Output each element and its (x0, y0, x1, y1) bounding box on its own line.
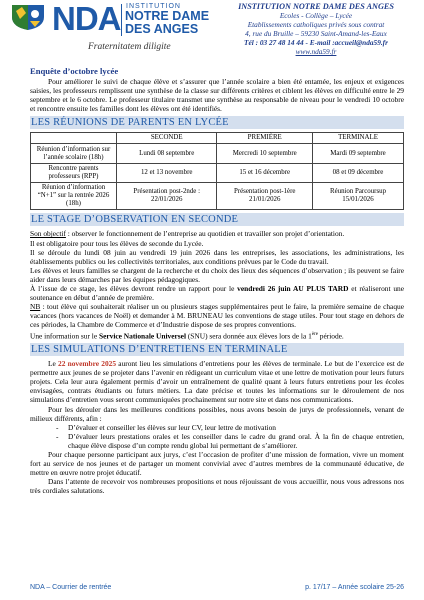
reunions-section-header (30, 116, 404, 129)
footer-page-number: p. 17/17 – Année scolaire 25-26 (305, 584, 404, 591)
snu-text: Une information sur le (30, 330, 99, 340)
report-deadline: vendredi 26 juin AU PLUS TARD (237, 284, 349, 294)
stage-nb (30, 302, 404, 329)
snu-sup: ère (311, 331, 318, 337)
contact-block (216, 2, 416, 57)
stage-objective (30, 229, 404, 238)
simulations-closing: Dans l’attente de recevoir vos nombreuses propositions et nous réjouissant de vous accueillir, nous vous adressons nos très cordiales salutations. (30, 477, 404, 496)
contact-website-link[interactable]: www.nda59.fr (295, 47, 337, 57)
intro-text-rest: auront lieu les simulations d’entretiens pour les élèves de terminale. Le but de l’exercice est de permettre aux jeunes de se projeter dans l’avenir en rédigeant un curriculum vitae et une lettre de motivation pour leurs futurs projets. Cela leur aura également permis d’avoir un entraînement de qualité quant à leurs futurs entretiens pour les écoles envisagées, contrats étudiants ou futurs métiers. La date précise et toutes les informations sur le déroulement de nos simulations d’entretien vous seront communiquées prochainement sur notre site et dans nos communications. (30, 359, 404, 405)
snu-name: Service Nationale Universel (98, 330, 186, 340)
report-text-end: et réaliseront une soutenance en début d’année de première. (30, 284, 404, 303)
column-header: TERMINALE (313, 133, 404, 144)
row-label: Rencontre parents professeurs (RPP) (31, 164, 117, 183)
column-header: PREMIÈRE (217, 133, 313, 144)
table-corner-cell (31, 133, 117, 144)
objective-text: : observer le fonctionnement de l’entreprise au quotidien et travailler son projet d’orientation. (65, 229, 345, 239)
column-header: SECONDE (117, 133, 217, 144)
intro-text: Le (48, 359, 59, 369)
contact-phone-email[interactable]: Tél : 03 27 48 14 44 - E-mail :accueil@nda59.fr (244, 38, 388, 48)
page-header (0, 0, 424, 62)
table-cell: Présentation post-2nde : 22/01/2026 (117, 183, 217, 210)
footer-left: NDA – Courrier de rentrée (30, 584, 112, 591)
row-label: Réunion d’information sur l’année scolaire (18h) (31, 144, 117, 164)
row-label: Réunion d’information “N+1” sur la rentrée 2026 (18h) (31, 183, 117, 210)
table-cell: Mardi 09 septembre (313, 144, 404, 164)
table-row (31, 183, 404, 210)
snu-text-end: période. (317, 330, 344, 340)
list-item: - D’évaluer leurs prestations orales et les conseiller dans le cadre du grand oral. À la fin de chaque entretien, chaque élève dispose d’un compte rendu global lui permettant de s’améliorer. (56, 432, 404, 450)
list-item: - D’évaluer et conseiller les élèves sur leur CV, leur lettre de motivation (56, 423, 404, 432)
simulations-heading: LES SIMULATIONS D’ENTRETIENS EN TERMINALE (31, 344, 288, 356)
simulations-jury: Pour les dérouler dans les meilleures conditions possibles, nous avons besoin de jurys de professionnels, venant de milieux différents, afin : (30, 404, 404, 423)
table-cell: 12 et 13 novembre (117, 164, 217, 183)
table-cell: Présentation post-1ère 21/01/2026 (217, 183, 313, 210)
school-crest-icon (8, 3, 48, 31)
survey-title: Enquête d’octobre lycée (30, 66, 119, 76)
contact-levels: Ecoles - Collège – Lycée (279, 11, 353, 21)
table-row (31, 164, 404, 183)
logo-name-line2: DES ANGES (125, 22, 199, 36)
stage-heading: LE STAGE D’OBSERVATION EN SECONDE (31, 214, 239, 226)
survey-text: Pour améliorer le suivi de chaque élève et s’assurer que l’année scolaire a bien été entamée, les enjeux et exigences saisies, les professeurs remplissent une synthèse de la classe sur différents critères et ciblent les élèves en difficulté entre le 29 septembre et le 6 octobre. Le professeur titulaire transmet une synthèse au responsable de niveau pour le vendredi 10 octobre et rencontre ensuite les familles dont les élèves ont été identifiés. (30, 77, 404, 114)
page-content (30, 67, 404, 495)
table-cell: Mercredi 10 septembre (217, 144, 313, 164)
stage-search: Les élèves et leurs familles se chargent de la recherche et du choix des lieux des séquences d’observation ; ils peuvent se faire aider dans leurs démarches par les équipes pédagogiques. (30, 265, 404, 284)
snu-text-mid: (SNU) sera donnée aux élèves lors de la 1 (186, 330, 312, 340)
contact-contract: Etablissements catholiques privés sous contrat (247, 20, 385, 30)
reunions-table (30, 132, 404, 210)
stage-section-header (30, 213, 404, 226)
contact-address: 4, rue du Bruille – 59230 Saint-Amand-les-Eaux (245, 29, 387, 39)
nb-label: NB (30, 302, 41, 312)
report-text: À l’issue de ce stage, les élèves devront rendre un rapport pour le (30, 284, 238, 294)
stage-dates: Il se déroule du lundi 08 juin au vendredi 19 juin 2026 dans les entreprises, les associations, les administrations, les établissements publics ou les collectivités territoriales, aux conditions prévues par le Code du travail. (30, 247, 404, 266)
reunions-heading: LES RÉUNIONS DE PARENTS EN LYCÉE (31, 117, 229, 129)
table-cell: Lundi 08 septembre (117, 144, 217, 164)
logo-institution-label: INSTITUTION (126, 3, 181, 10)
stage-mandatory: Il est obligatoire pour tous les élèves de seconde du Lycée. (30, 238, 204, 248)
table-row (31, 144, 404, 164)
school-motto: Fraternitatem diligite (88, 42, 171, 52)
simulation-date: 22 novembre 2025 (58, 359, 117, 369)
table-cell: Réunion Parcoursup 15/01/2026 (313, 183, 404, 210)
table-cell: 08 et 09 décembre (313, 164, 404, 183)
contact-title: INSTITUTION NOTRE DAME DES ANGES (238, 2, 394, 11)
table-cell: 15 et 16 décembre (217, 164, 313, 183)
simulations-section-header (30, 343, 404, 356)
simulations-thanks: Pour chaque personne participant aux jurys, c’est l’occasion de profiter d’une mission de formation, vivre un moment fort au service de nos jeunes et de partager un moment convivial avec d’autres membres de la communauté éducative, de mettre en œuvre notre projet éducatif. (30, 450, 404, 478)
nb-text: : tout élève qui souhaiterait réaliser un ou plusieurs stages supplémentaires peut le faire, la première semaine de chaque vacances (hors vacances de Noël) et demander à M. BRUNEAU les conventions de stage utiles. Pour tout stage en dehors de ces périodes, la Chambre de Commerce et d’Industrie dispose de ses propres conventions. (30, 302, 404, 330)
jury-goals-list (56, 423, 404, 450)
simulations-intro (30, 359, 404, 404)
stage-report (30, 284, 404, 302)
logo-divider (121, 4, 122, 36)
logo-name-line1: NOTRE DAME (125, 9, 210, 23)
logo-wordmark: NDA (52, 0, 121, 37)
objective-label: Son objectif (30, 229, 66, 239)
stage-snu (30, 330, 404, 341)
